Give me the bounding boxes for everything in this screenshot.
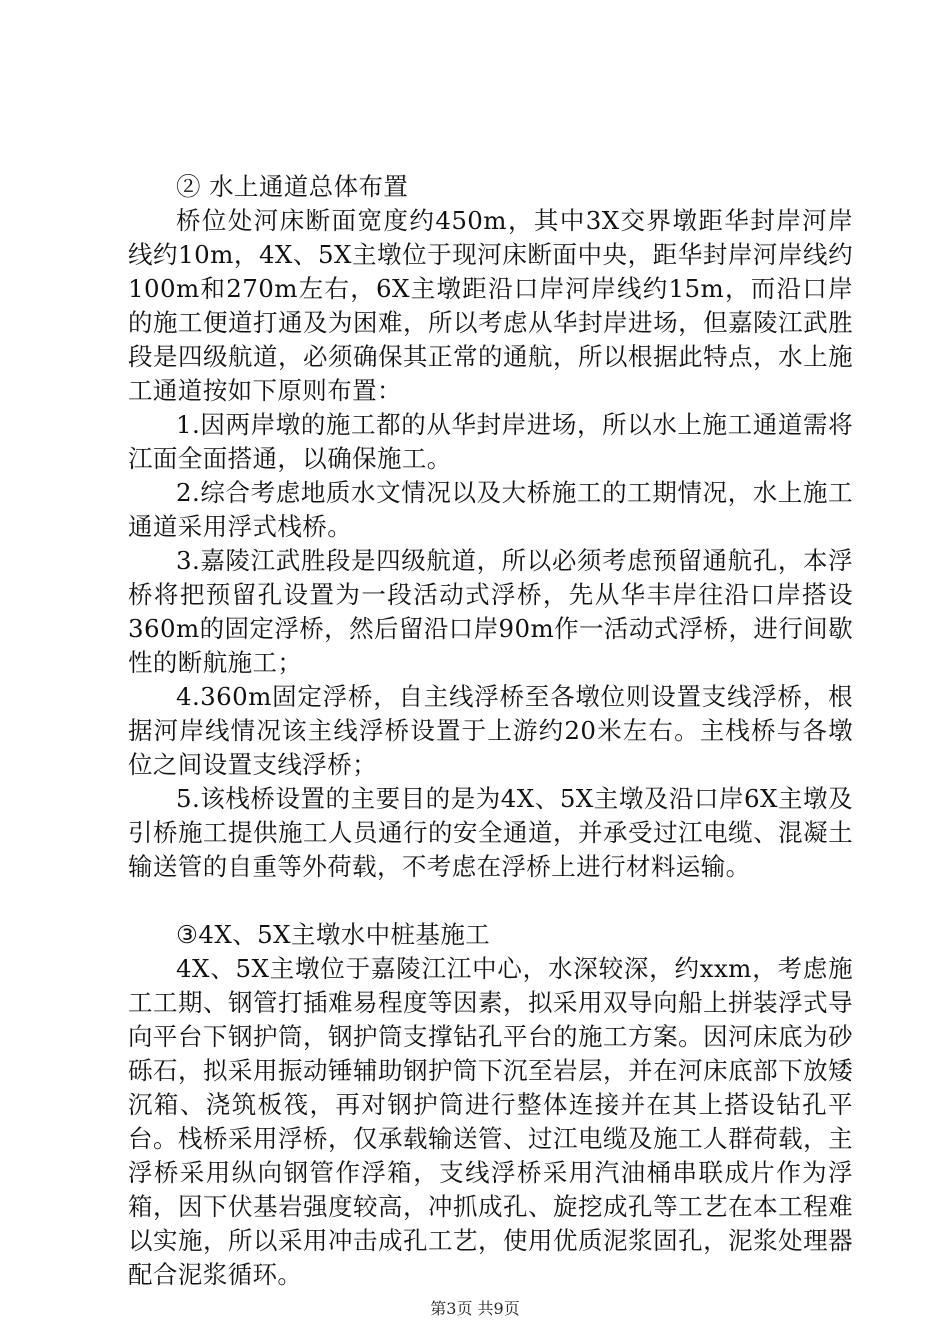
section-2-item-4: 4.360m固定浮桥，自主线浮桥至各墩位则设置支线浮桥，根据河岸线情况该主线浮桥设置于上游约20米左右。主栈桥与各墩位之间设置支线浮桥；	[128, 682, 853, 779]
section-2-intro: 桥位处河床断面宽度约450m，其中3X交界墩距华封岸河岸线约10m，4X、5X主墩位于现河床断面中央，距华封岸河岸线约100m和270m左右，6X主墩距沿口岸河岸线约15m，而沿口岸的施工便道打通及为困难，所以考虑从华封岸进场，但嘉陵江武胜段是四级航道，必须确保其正常的通航，所以根据此特点，水上施工通道按如下原则布置：	[128, 206, 853, 405]
section-3-heading: ③4X、5X主墩水中桩基施工	[176, 920, 491, 949]
section-2-item-2: 2.综合考虑地质水文情况以及大桥施工的工期情况，水上施工通道采用浮式栈桥。	[128, 478, 853, 541]
section-2-item-5: 5.该栈桥设置的主要目的是为4X、5X主墩及沿口岸6X主墩及引桥施工提供施工人员通行的安全通道，并承受过江电缆、混凝土输送管的自重等外荷载，不考虑在浮桥上进行材料运输。	[128, 784, 853, 881]
section-2-item-3: 3.嘉陵江武胜段是四级航道，所以必须考虑预留通航孔，本浮桥将把预留孔设置为一段活动式浮桥，先从华丰岸往沿口岸搭设360m的固定浮桥，然后留沿口岸90m作一活动式浮桥，进行间歇性的断航施工；	[128, 546, 853, 677]
page-footer: 第3页 共9页	[430, 1299, 520, 1318]
paragraph-gap	[128, 884, 853, 918]
section-2-heading: ② 水上通道总体布置	[176, 172, 409, 201]
section-2-item-1: 1.因两岸墩的施工都的从华封岸进场，所以水上施工通道需将江面全面搭通，以确保施工。	[128, 410, 853, 473]
document-body	[128, 170, 853, 1292]
section-3-body: 4X、5X主墩位于嘉陵江江中心，水深较深，约xxm，考虑施工工期、钢管打插难易程度等因素，拟采用双导向船上拼装浮式导向平台下钢护筒，钢护筒支撑钻孔平台的施工方案。因河床底为砂砾石，拟采用振动锤辅助钢护筒下沉至岩层，并在河床底部下放矮沉箱、浇筑板筏，再对钢护筒进行整体连接并在其上搭设钻孔平台。栈桥采用浮桥，仅承载输送管、过江电缆及施工人群荷载，主浮桥采用纵向钢管作浮箱，支线浮桥采用汽油桶串联成片作为浮箱，因下伏基岩强度较高，冲抓成孔、旋挖成孔等工艺在本工程难以实施，所以采用冲击成孔工艺，使用优质泥浆固孔，泥浆处理器配合泥浆循环。	[128, 954, 853, 1289]
